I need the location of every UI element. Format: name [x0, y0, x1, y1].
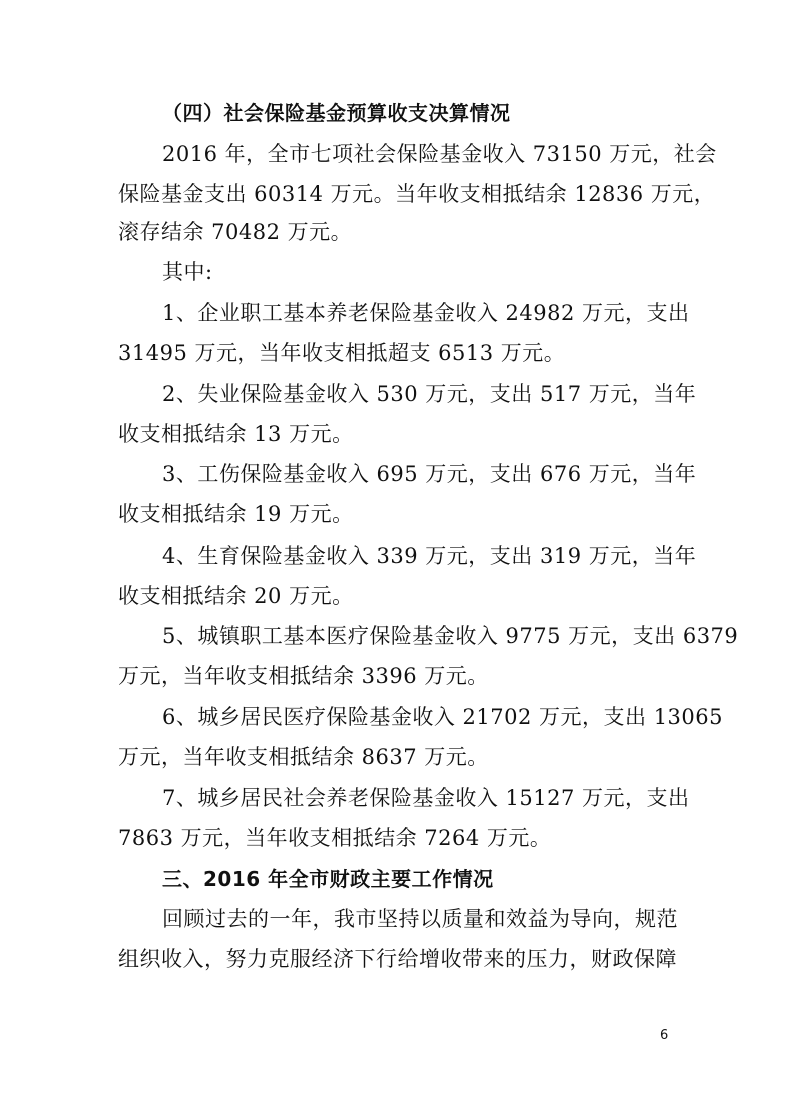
list-item-line: 7863 万元，当年收支相抵结余 7264 万元。 — [118, 826, 552, 850]
list-item-line: 1、企业职工基本养老保险基金收入 24982 万元，支出 — [162, 301, 690, 325]
list-item-line: 4、生育保险基金收入 339 万元，支出 319 万元，当年 — [162, 544, 697, 568]
paragraph-line: 回顾过去的一年，我市坚持以质量和效益为导向，规范 — [162, 907, 678, 931]
paragraph-line: 组织收入，努力克服经济下行给增收带来的压力，财政保障 — [118, 947, 677, 971]
section-heading-fiscal-work: 三、2016 年全市财政主要工作情况 — [162, 867, 494, 891]
among-label: 其中: — [162, 260, 213, 284]
list-item-line: 31495 万元，当年收支相抵超支 6513 万元。 — [118, 341, 566, 365]
list-item-line: 收支相抵结余 13 万元。 — [118, 422, 354, 446]
list-item-line: 5、城镇职工基本医疗保险基金收入 9775 万元，支出 6379 — [162, 624, 739, 648]
paragraph-line: 保险基金支出 60314 万元。当年收支相抵结余 12836 万元， — [118, 182, 716, 206]
list-item-line: 万元，当年收支相抵结余 3396 万元。 — [118, 664, 489, 688]
list-item-line: 7、城乡居民社会养老保险基金收入 15127 万元，支出 — [162, 786, 690, 810]
list-item-line: 收支相抵结余 19 万元。 — [118, 502, 354, 526]
section-heading-social-insurance: （四）社会保险基金预算收支决算情况 — [162, 101, 511, 125]
list-item-line: 3、工伤保险基金收入 695 万元，支出 676 万元，当年 — [162, 462, 697, 486]
paragraph-line: 滚存结余 70482 万元。 — [118, 220, 353, 244]
list-item-line: 2、失业保险基金收入 530 万元，支出 517 万元，当年 — [162, 382, 697, 406]
list-item-line: 6、城乡居民医疗保险基金收入 21702 万元，支出 13065 — [162, 705, 723, 729]
page-number: 6 — [660, 1028, 669, 1043]
list-item-line: 收支相抵结余 20 万元。 — [118, 584, 354, 608]
list-item-line: 万元，当年收支相抵结余 8637 万元。 — [118, 745, 489, 769]
paragraph-line: 2016 年，全市七项社会保险基金收入 73150 万元，社会 — [162, 142, 717, 166]
